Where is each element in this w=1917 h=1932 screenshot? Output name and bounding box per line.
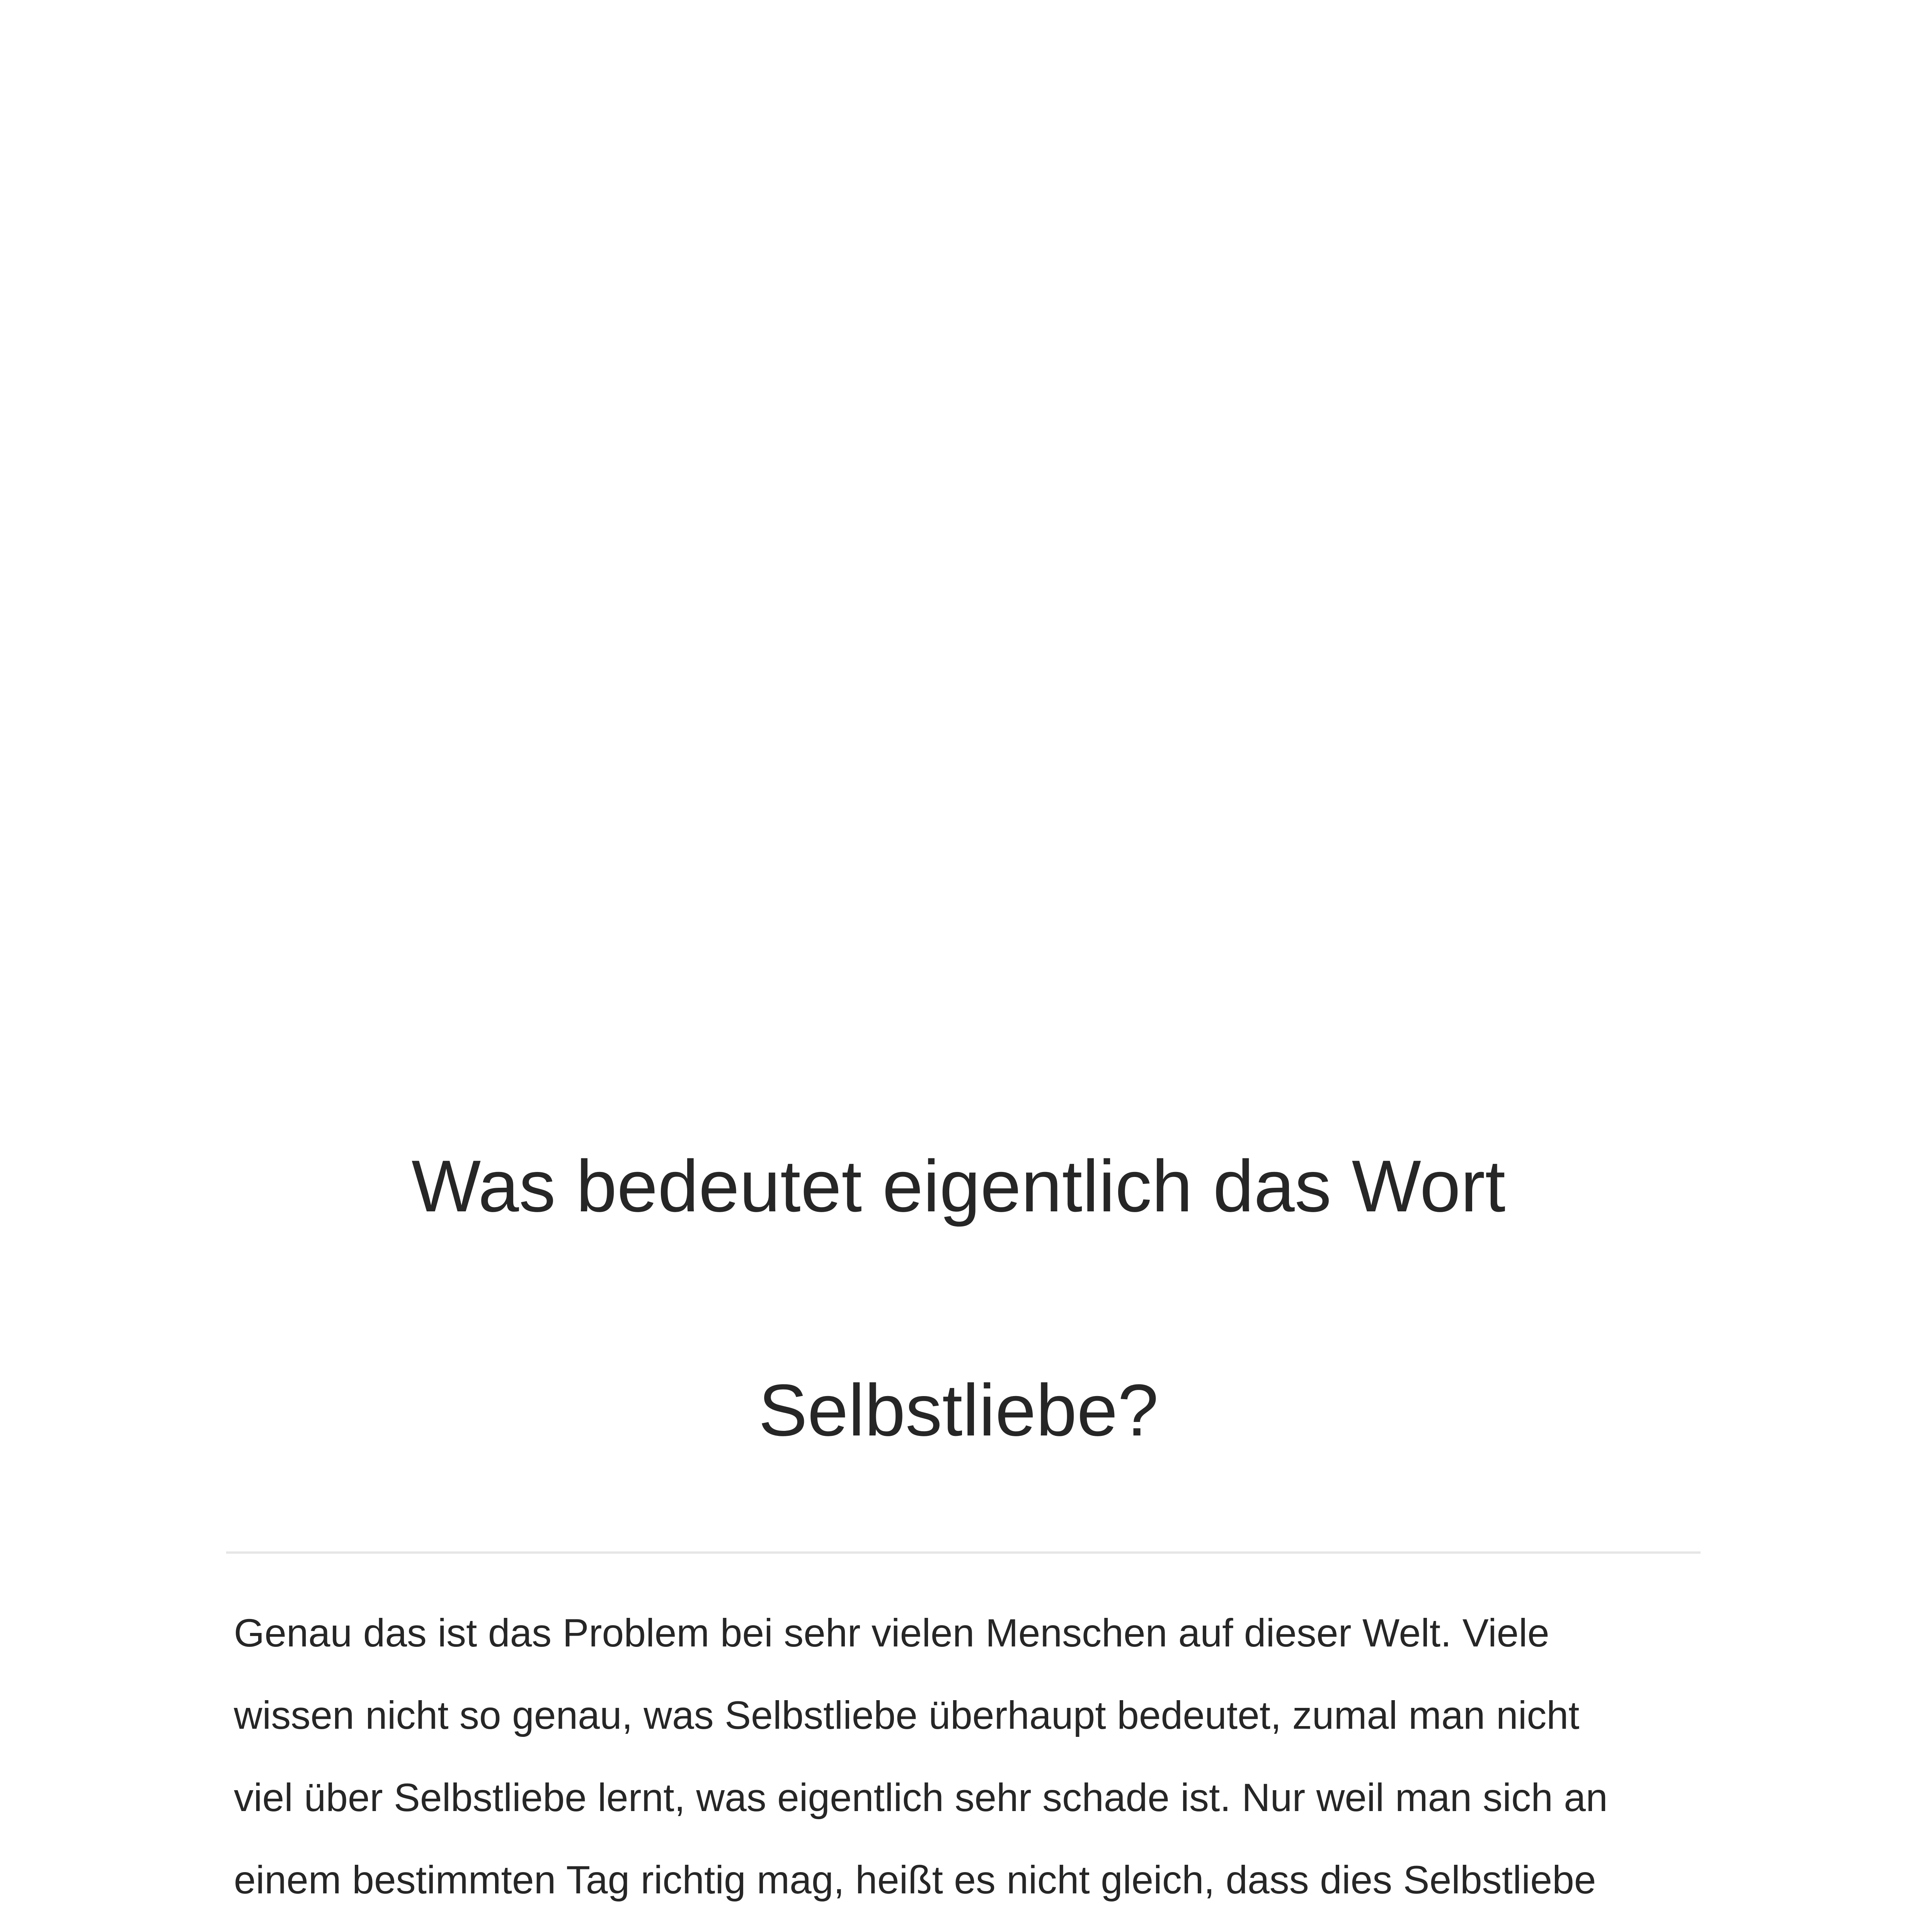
section-divider: [226, 1551, 1701, 1554]
title-line-2: Selbstliebe?: [758, 1369, 1159, 1451]
body-line: [234, 1921, 1687, 1932]
body-paragraph: [234, 1592, 1687, 1932]
body-line: wissen nicht so genau, was Selbstliebe überhaupt bedeutet, zumal man nicht: [234, 1693, 1580, 1737]
page-title: [224, 1074, 1693, 1522]
body-line: Genau das ist das Problem bei sehr vielen Menschen auf dieser Welt. Viele: [234, 1611, 1549, 1655]
body-line: einem bestimmten Tag richtig mag, heißt es nicht gleich, dass dies Selbstliebe: [234, 1858, 1596, 1902]
body-line: viel über Selbstliebe lernt, was eigentlich sehr schade ist. Nur weil man sich an: [234, 1776, 1608, 1820]
title-line-1: Was bedeutet eigentlich das Wort: [411, 1145, 1506, 1227]
